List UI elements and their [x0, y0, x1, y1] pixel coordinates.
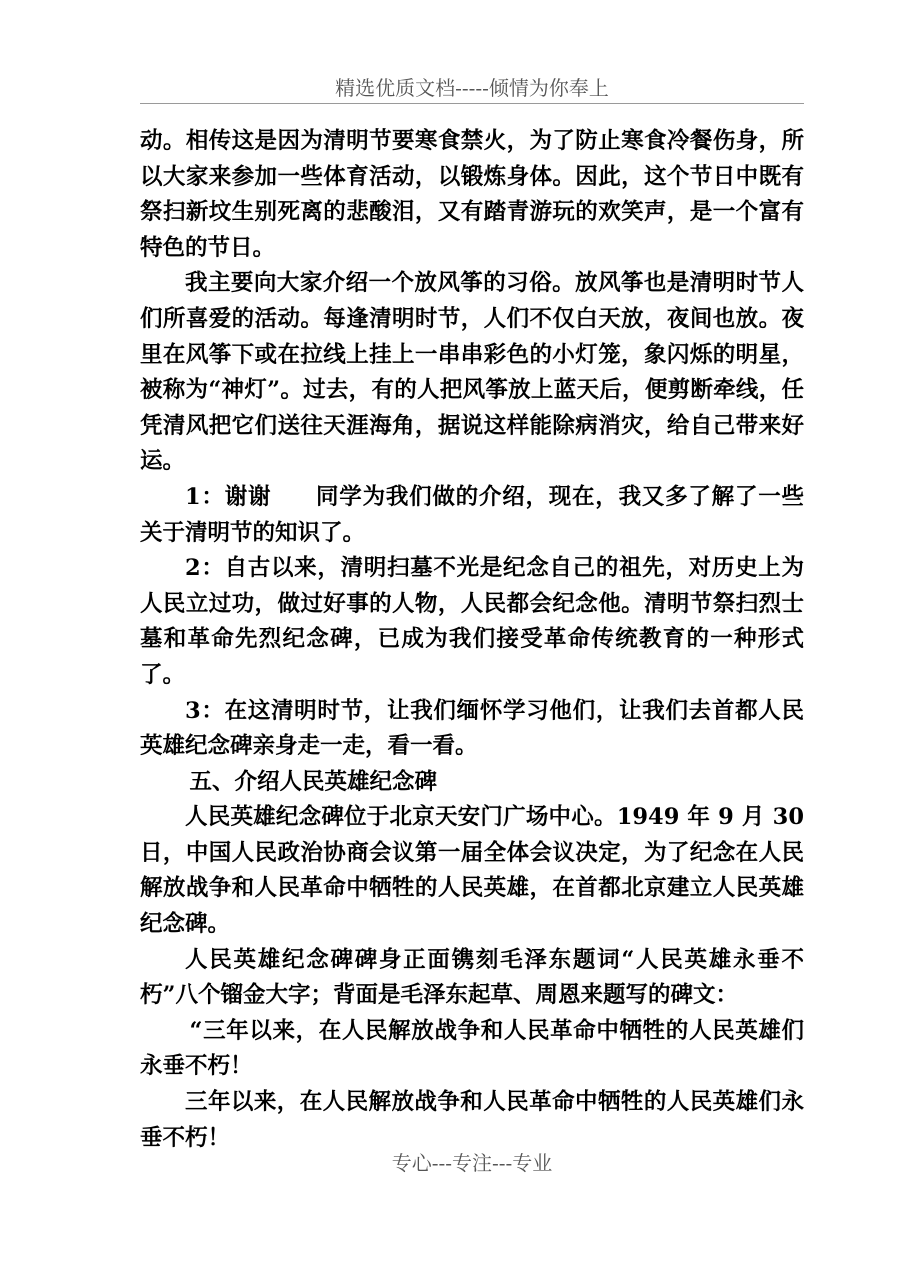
speaker-1-text: 同学为我们做的介绍，现在，我又多了解了一些关于清明节的知识了。 — [140, 483, 804, 546]
section-title: 五、介绍人民英雄纪念碑 — [189, 768, 438, 795]
paragraph-monument-intro: 人民英雄纪念碑位于北京天安门广场中心。1949 年 9 月 30 日，中国人民政治协商会议第一届全体会议决定，为了纪念在人民解放战争和人民革命中牺牲的人民英雄，在首都北京建立人民英雄纪念碑。 — [140, 804, 804, 938]
page-footer: 专心---专注---专业 — [391, 1151, 553, 1175]
paragraph-monument-inscription: 人民英雄纪念碑碑身正面镌刻毛泽东题词“人民英雄永垂不朽”八个镏金大字；背面是毛泽东起草、周恩来题写的碑文： — [140, 946, 804, 1009]
page-header: 精选优质文档-----倾情为你奉上 — [335, 76, 609, 100]
paragraph-speaker-1 — [140, 480, 804, 551]
paragraph-speaker-3: 3：在这清明时节，让我们缅怀学习他们，让我们去首都人民英雄纪念碑亲身走一走，看一看。 — [140, 697, 804, 760]
paragraph-continuation: 动。相传这是因为清明节要寒食禁火，为了防止寒食冷餐伤身，所以大家来参加一些体育活动，以锻炼身体。因此，这个节日中既有祭扫新坟生别死离的悲酸泪，又有踏青游玩的欢笑声，是一个富有特色的节日。 — [140, 128, 804, 261]
paragraph-kite-custom: 我主要向大家介绍一个放风筝的习俗。放风筝也是清明时节人们所喜爱的活动。每逢清明时节，人们不仅白天放，夜间也放。夜里在风筝下或在拉线上挂上一串串彩色的小灯笼，象闪烁的明星，被称为“神灯”。过去，有的人把风筝放上蓝天后，便剪断牵线，任凭清风把它们送往天涯海角，据说这样能除病消灾，给自己带来好运。 — [140, 270, 804, 475]
paragraph-quote-1: “三年以来，在人民解放战争和人民革命中牺牲的人民英雄们永垂不朽！ — [140, 1017, 804, 1080]
document-body — [140, 124, 804, 1156]
paragraph-speaker-2: 2：自古以来，清明扫墓不光是纪念自己的祖先，对历史上为人民立过功，做过好事的人物，人民都会纪念他。清明节祭扫烈士墓和革命先烈纪念碑，已成为我们接受革命传统教育的一种形式了。 — [140, 555, 804, 688]
header-divider — [140, 103, 804, 104]
paragraph-quote-2: 三年以来，在人民解放战争和人民革命中牺牲的人民英雄们永垂不朽！ — [140, 1089, 804, 1151]
speaker-1-label: 1：谢谢 — [185, 483, 272, 510]
